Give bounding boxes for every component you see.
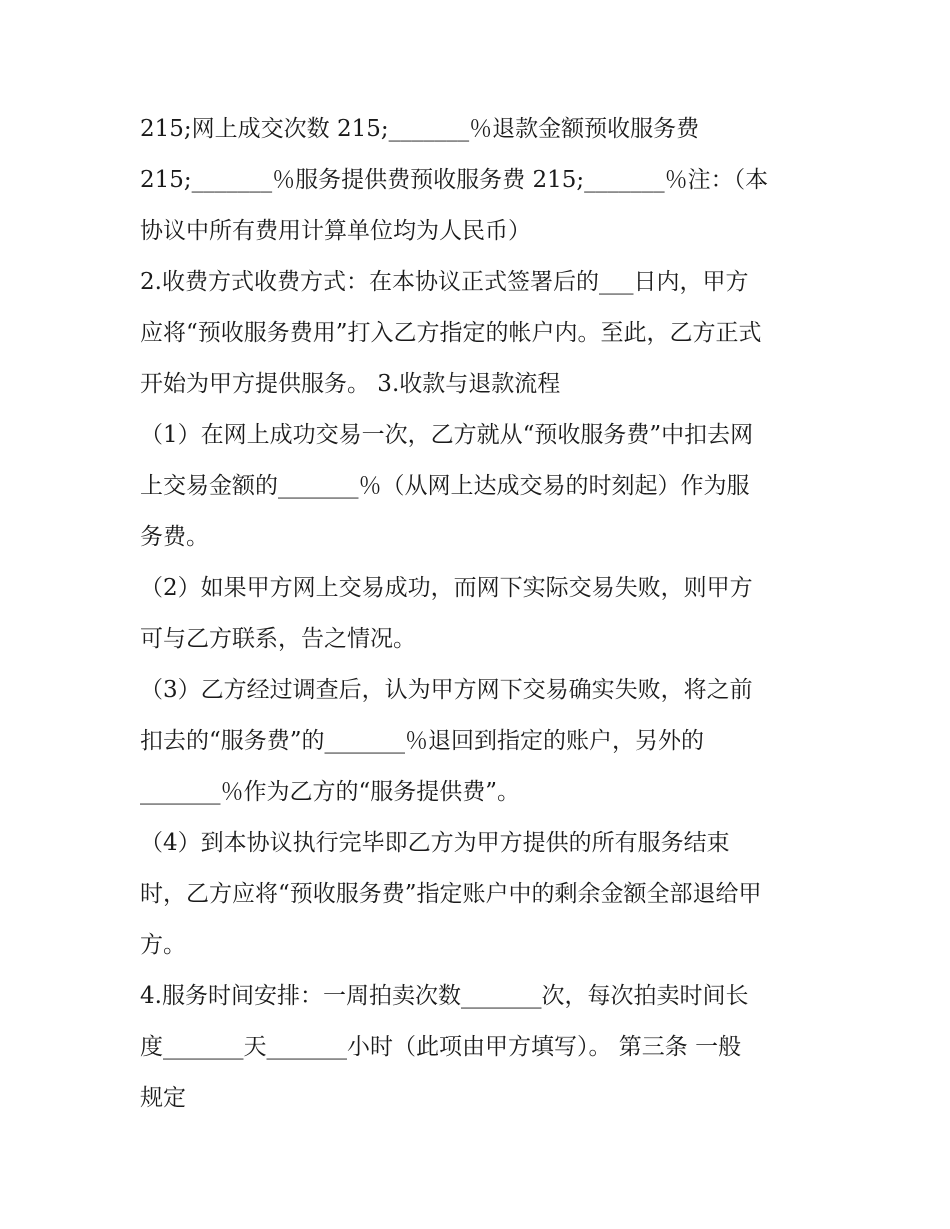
text-line: _______％作为乙方的“服务提供费”。 xyxy=(140,779,521,805)
text-line: 开始为甲方提供服务。 3.收款与退款流程 xyxy=(140,371,561,397)
text-line: 4.服务时间安排：一周拍卖次数_______次，每次拍卖时间长 xyxy=(140,983,749,1009)
text-line: 应将“预收服务费用”打入乙方指定的帐户内。至此，乙方正式 xyxy=(140,320,762,346)
text-line: 上交易金额的_______％（从网上达成交易的时刻起）作为服 xyxy=(140,473,750,499)
document-body xyxy=(140,104,830,1124)
text-line: 协议中所有费用计算单位均为人民币） xyxy=(140,218,531,244)
text-line: 规定 xyxy=(140,1085,186,1111)
text-line: 度_______天_______小时（此项由甲方填写）。 第三条 一般 xyxy=(140,1034,742,1060)
text-line: 可与乙方联系，告之情况。 xyxy=(140,626,416,652)
text-line: （4）到本协议执行完毕即乙方为甲方提供的所有服务结束 xyxy=(140,830,730,856)
text-line: 215;_______％服务提供费预收服务费 215;_______％注：（本 xyxy=(140,167,769,193)
text-line: 2.收费方式收费方式：在本协议正式签署后的___日内，甲方 xyxy=(140,269,749,295)
text-line: 215;网上成交次数 215;_______％退款金额预收服务费 xyxy=(140,116,700,142)
text-line: （1）在网上成功交易一次，乙方就从“预收服务费”中扣去网 xyxy=(140,422,754,448)
text-line: 时，乙方应将“预收服务费”指定账户中的剩余金额全部退给甲 xyxy=(140,881,762,907)
text-line: 扣去的“服务费”的_______％退回到指定的账户，另外的 xyxy=(140,728,705,754)
text-line: 务费。 xyxy=(140,524,209,550)
text-line: 方。 xyxy=(140,932,186,958)
text-line: （2）如果甲方网上交易成功，而网下实际交易失败，则甲方 xyxy=(140,575,753,601)
text-line: （3）乙方经过调查后，认为甲方网下交易确实失败，将之前 xyxy=(140,677,753,703)
